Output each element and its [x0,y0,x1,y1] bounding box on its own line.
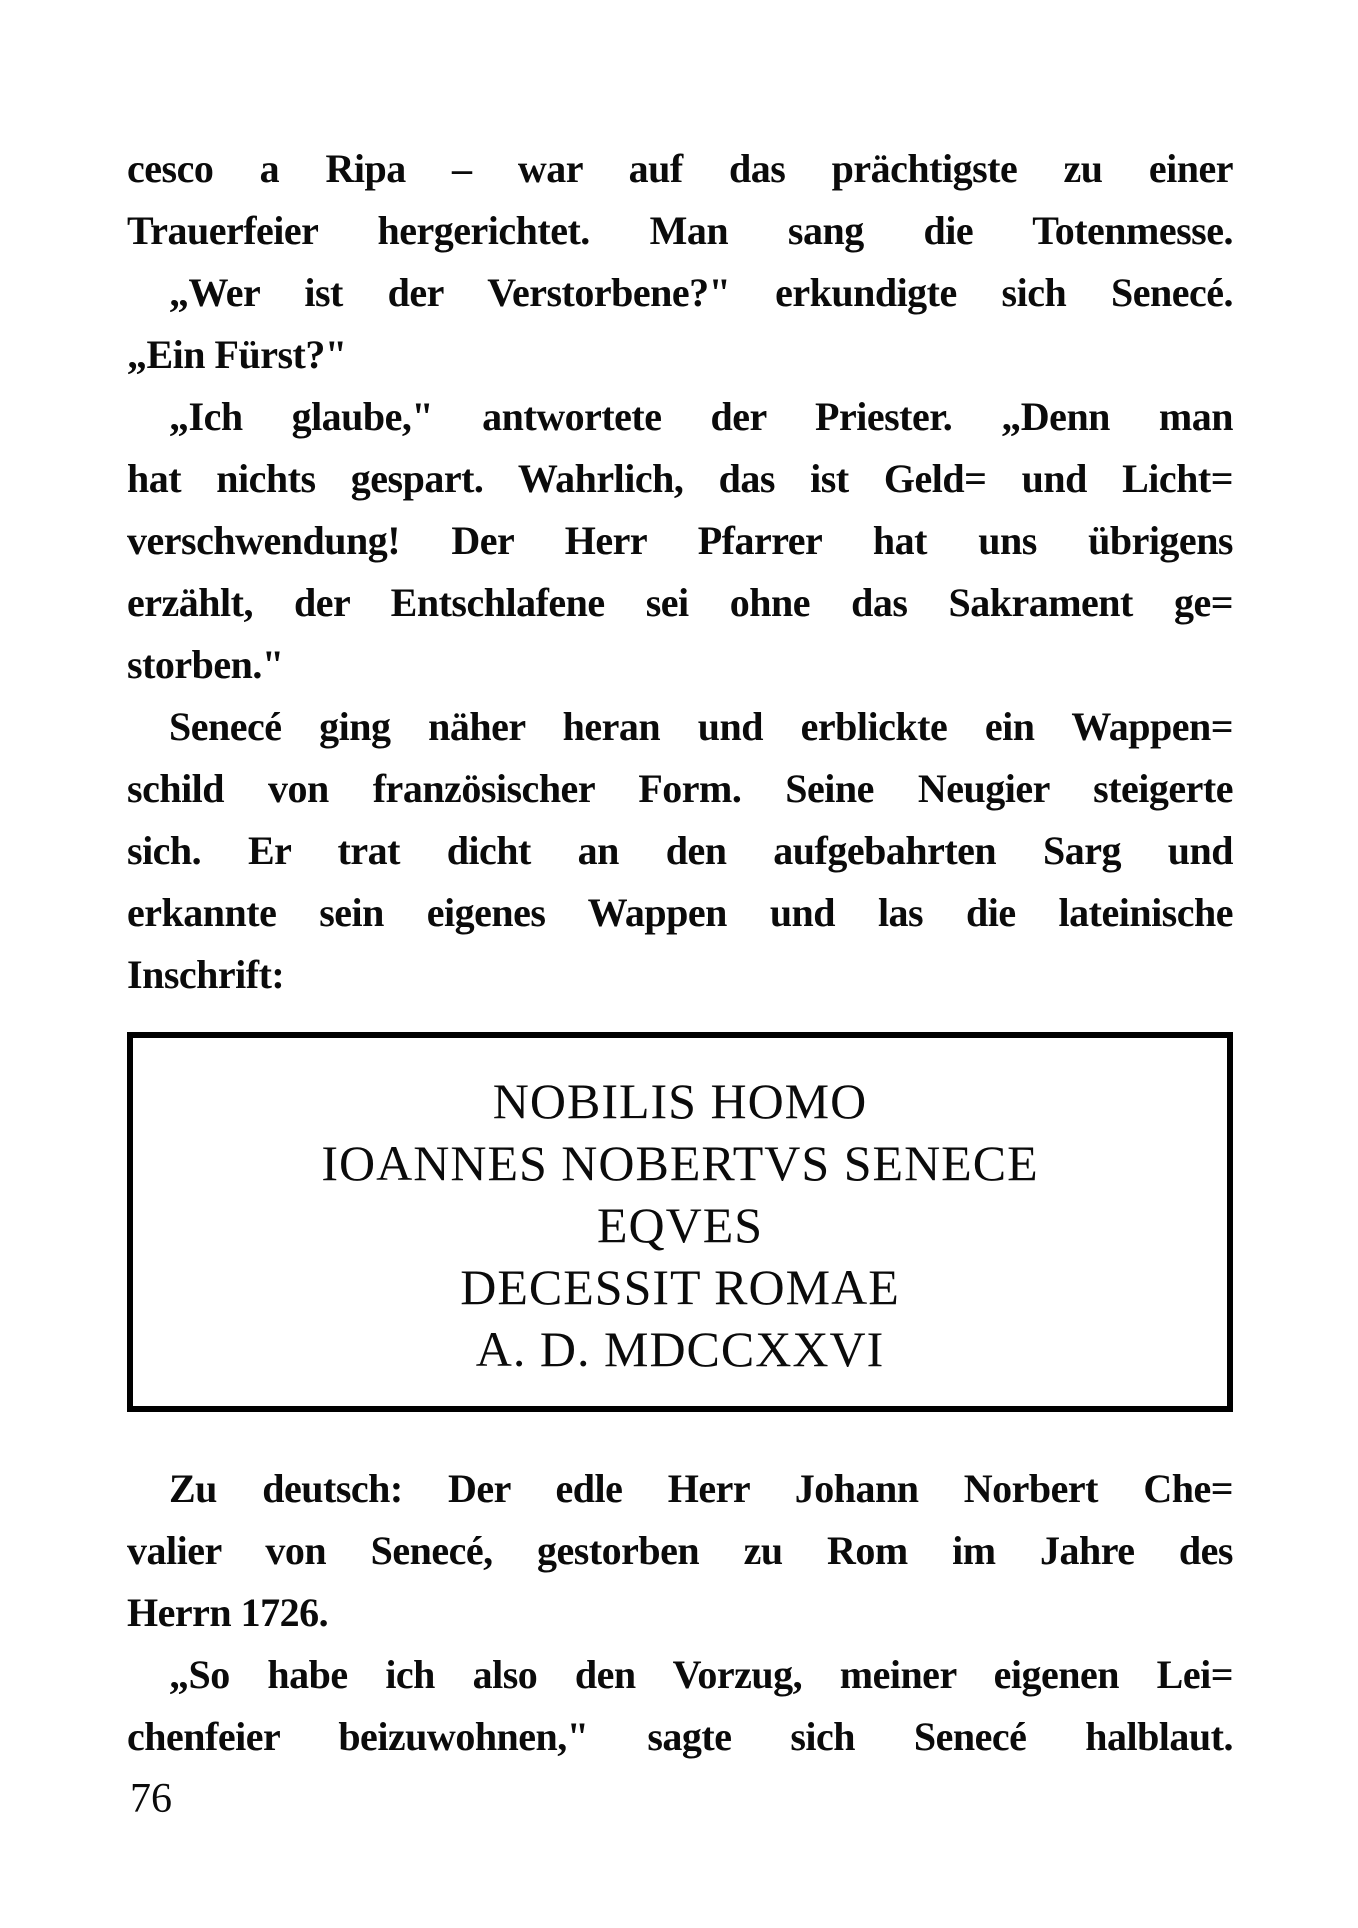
text-line: storben." [127,642,284,687]
text-line: Senecé ging näher heran und erblickte ein Wappen= [169,704,1233,749]
text-line: cesco a Ripa – war auf das prächtigste zu einer [127,146,1233,191]
text-line: Herrn 1726. [127,1590,329,1635]
inscription-line: EQVES [596,1197,764,1253]
text-line: „Ich glaube," antwortete der Priester. „Denn man [169,394,1233,439]
inscription-line: IOANNES NOBERTVS SENECE [321,1135,1039,1191]
text-line: verschwendung! Der Herr Pfarrer hat uns übrigens [127,518,1233,563]
text-line: „Ein Fürst?" [127,332,347,377]
text-line: sich. Er trat dicht an den aufgebahrten Sarg und [127,828,1233,873]
text-line: „So habe ich also den Vorzug, meiner eigenen Lei= [169,1652,1233,1697]
text-line: erkannte sein eigenes Wappen und las die lateinische [127,890,1233,935]
inscription-line: A. D. MDCCXXVI [475,1321,885,1377]
text-line: erzählt, der Entschlafene sei ohne das Sakrament ge= [127,580,1233,625]
inscription-line: NOBILIS HOMO [492,1073,868,1129]
text-line: valier von Senecé, gestorben zu Rom im Jahre des [127,1528,1233,1573]
inscription-line: DECESSIT ROMAE [460,1259,900,1315]
text-line: chenfeier beizuwohnen," sagte sich Senecé halblaut. [127,1714,1233,1759]
text-block [127,138,1233,1768]
text-line: Inschrift: [127,952,285,997]
page-number: 76 [130,1776,172,1822]
text-line: Zu deutsch: Der edle Herr Johann Norbert Che= [169,1466,1233,1511]
text-line: schild von französischer Form. Seine Neugier steigerte [127,766,1233,811]
text-line: hat nichts gespart. Wahrlich, das ist Geld= und Licht= [127,456,1233,501]
text-line: „Wer ist der Verstorbene?" erkundigte sich Senecé. [169,270,1233,315]
text-line: Trauerfeier hergerichtet. Man sang die Totenmesse. [127,208,1233,253]
inscription-box [127,1032,1233,1412]
